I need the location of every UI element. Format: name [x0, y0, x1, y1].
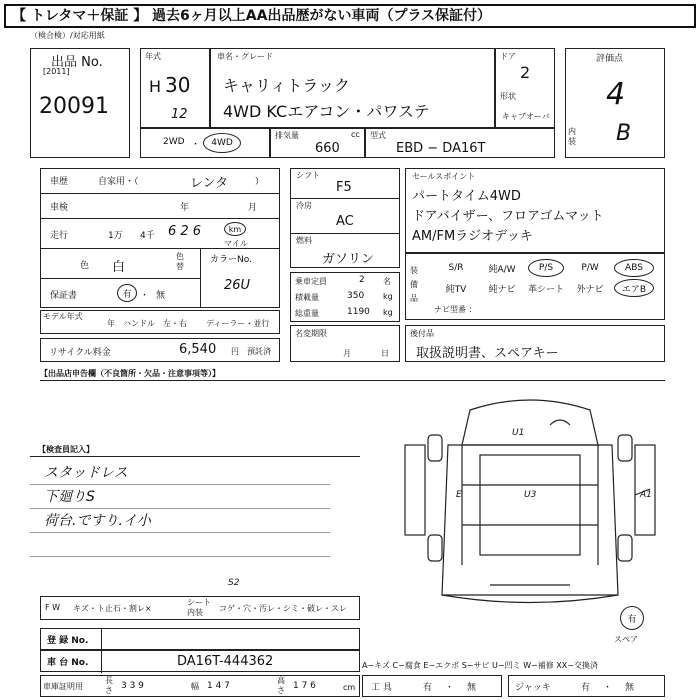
month: 12 [171, 107, 188, 122]
fw-label: F W [45, 603, 61, 612]
header-sub: （検合検）/対応用紙 [30, 31, 105, 40]
score-box [565, 48, 665, 158]
damage-mark-u1: U1 [512, 428, 525, 438]
load-label: 積載量 [295, 293, 319, 302]
warranty-sep: ・ [140, 291, 150, 301]
model-year-label: 年式 [145, 52, 161, 61]
color-value: 白 [112, 260, 126, 275]
addons-value: 取扱説明書、スペアキー [416, 346, 559, 361]
name-change-label: 名変期限 [295, 329, 327, 338]
registration-label: 登 録 No. [47, 636, 89, 646]
lot-number: 20091 [39, 94, 109, 119]
drive-2wd: 2WD [163, 137, 185, 147]
displacement-label: 排気量 [275, 131, 299, 140]
load-value: 350 [347, 291, 365, 301]
score-value: 4 [606, 77, 626, 112]
cert-width-label: 幅 [191, 682, 199, 691]
spare-tire-circle: 有 [620, 606, 644, 630]
equip-abs: ABS [614, 259, 654, 277]
year-tag: [2011] [43, 67, 70, 76]
capacity-value: 2 [359, 275, 365, 285]
equip-tv: 純TV [445, 284, 467, 295]
sales-point-2: ドアバイザー、フロアゴムマット [412, 209, 604, 224]
ac-label: 冷房 [296, 201, 312, 210]
sales-point-1: パートタイム4WD [412, 189, 521, 204]
jack-yes: 有 [581, 683, 591, 693]
fuel-value: ガソリン [322, 252, 375, 267]
tools-label: 工 具 [371, 683, 392, 693]
mileage-sen: 4千 [140, 231, 155, 241]
car-name-label: 車名・グレード [217, 52, 273, 61]
inspector-box [30, 440, 360, 590]
recycle-box [40, 338, 280, 362]
cert-row [40, 675, 360, 697]
damage-mark-u3: U3 [524, 490, 537, 500]
tools-no: 無 [467, 683, 477, 693]
interior-label: 内装 [568, 127, 576, 146]
mileage-value: 6 2 6 [168, 224, 202, 239]
history-text: 自家用・（ [98, 177, 139, 187]
fw-row [40, 596, 360, 620]
model-year-box [140, 48, 210, 128]
spare-label: スペア [614, 635, 638, 644]
model-code-label: 型式 [370, 131, 386, 140]
color-code-label: カラーNo. [210, 255, 252, 265]
fw-text2: コゲ・穴・汚レ・シミ・破レ・スレ [219, 604, 347, 613]
navi-model-label: ナビ型番 ： [434, 305, 477, 314]
car-name: キャリィトラック [223, 76, 351, 95]
jack-no: 無 [625, 683, 635, 693]
model-code-value: EBD − DA16T [396, 141, 486, 156]
model-code-box [365, 128, 555, 158]
cert-length-label: 長さ [105, 676, 113, 695]
cert-height: 1 7 6 [293, 681, 316, 691]
mileage-unit: km [224, 222, 246, 236]
equip-sr: S/R [448, 263, 464, 273]
interior-value: B [616, 121, 632, 146]
drive-dot: ・ [191, 140, 201, 150]
displacement-box [270, 128, 365, 158]
shape-label: 形状 [500, 92, 516, 101]
warranty-label: 保証書 [50, 291, 78, 301]
chassis-value: DA16T-444362 [177, 654, 274, 669]
tools-row [362, 675, 502, 697]
mileage-mile: マイル [224, 239, 248, 248]
displacement-value: 660 [315, 141, 340, 156]
jack-label: ジャッキ [515, 683, 551, 693]
color-label: 色 [80, 261, 90, 271]
equip-ext-navi: 外ナビ [576, 284, 604, 295]
shift-label: シフト [296, 171, 320, 180]
name-change-box [290, 325, 400, 362]
inspection-month: 月 [248, 203, 258, 213]
cert-unit: cm [343, 683, 356, 692]
jack-row [508, 675, 665, 697]
damage-mark-e: E [456, 490, 462, 500]
recycle-unit: 円 [231, 347, 239, 356]
history-close: ） [255, 177, 265, 187]
recycle-note: 預託済 [247, 347, 271, 356]
capacity-label: 乗車定員 [295, 277, 327, 286]
damage-legend: A−キズ C−腐食 E−エクボ S−サビ U−凹ミ W−補修 XX−交換済 [362, 661, 598, 670]
load-unit: kg [383, 292, 393, 301]
history-value: レンタ [190, 176, 229, 191]
drive-box [140, 128, 270, 158]
cert-label: 車庫証明用 [43, 682, 83, 691]
equip-pw: P/W [581, 263, 599, 273]
header-banner: 【 トレタマ＋保証 】 過去6ヶ月以上AA出品歴がない車両（プラス保証付） [4, 4, 696, 28]
equip-aw: 純A/W [488, 264, 516, 275]
name-change-month: 月 [343, 349, 351, 358]
mileage-man: 1万 [108, 231, 123, 241]
jack-sep: ・ [603, 683, 613, 693]
cert-width: 1 4 7 [207, 681, 230, 691]
damage-mark-a1: A1 [640, 490, 652, 500]
fw-sheet: シート内装 [187, 598, 211, 617]
recycle-value: 6,540 [179, 342, 217, 357]
ac-value: AC [336, 214, 354, 229]
chassis-row [40, 650, 360, 672]
model-row-handle: ハンドル 左・右 [123, 319, 187, 328]
equip-ps: P/S [528, 259, 564, 277]
inspector-note-2: 下廻りS [44, 489, 95, 505]
lot-number-box [30, 48, 130, 158]
year: 30 [165, 73, 191, 97]
doors-box [495, 48, 555, 128]
warranty-yes: 有 [117, 284, 137, 302]
seller-notes-label: 【出品店申告欄（不良箇所・欠品・注意事項等）】 [40, 369, 220, 378]
gross-unit: kg [383, 308, 393, 317]
cert-length: 3 3 9 [121, 681, 144, 691]
addons-label: 後付品 [410, 329, 434, 338]
fw-text1: キズ・ト止石・割レ× [73, 604, 152, 613]
era: H [149, 77, 162, 96]
car-diagram [400, 385, 660, 615]
shift-value: F5 [336, 180, 352, 195]
model-row [40, 310, 280, 334]
registration-row [40, 628, 360, 650]
equip-leather: 革シート [527, 284, 564, 295]
tools-yes: 有 [423, 683, 433, 693]
color-code: 26U [224, 278, 251, 293]
model-row-label: モデル年式 [43, 312, 83, 321]
inspector-label: 【検査員記入】 [38, 445, 94, 454]
addons-box [405, 325, 665, 362]
chassis-label: 車 台 No. [47, 658, 89, 668]
capacity-box [290, 272, 400, 322]
sales-point-3: AM/FMラジオデッキ [412, 229, 533, 244]
car-name-box [210, 48, 495, 128]
damage-mark-s2: S2 [228, 578, 240, 588]
car-grade: 4WD KCエアコン・パワステ [223, 102, 430, 121]
capacity-unit: 名 [383, 277, 391, 286]
equipment-box [405, 253, 665, 320]
sales-points-label: セールスポイント [412, 172, 476, 181]
lot-label: 出品 No. [51, 55, 103, 70]
name-change-day: 日 [381, 349, 389, 358]
drive-4wd: 4WD [203, 133, 241, 153]
cert-height-label: 高さ [277, 676, 285, 695]
sales-points-box [405, 168, 665, 253]
gross-label: 総重量 [295, 309, 319, 318]
color-swap: 色替 [176, 252, 184, 271]
displacement-unit: cc [351, 130, 360, 139]
equip-navi: 純ナビ [488, 284, 516, 295]
gross-value: 1190 [347, 307, 370, 317]
fuel-label: 燃料 [296, 236, 312, 245]
model-row-dealer: ディーラー・並行 [206, 319, 270, 328]
score-label: 評価点 [596, 54, 624, 64]
tools-sep: ・ [445, 683, 455, 693]
equipment-label: 装備品 [410, 266, 418, 303]
doors-label: ドア [500, 52, 516, 61]
inspector-note-1: スタッドレス [44, 465, 128, 481]
inspector-note-3: 荷台.ですり.イ小 [44, 513, 151, 529]
doors-value: 2 [520, 63, 531, 82]
shape-value: キャブオーバ [502, 112, 550, 121]
mileage-label: 走行 [50, 231, 69, 241]
equip-airbag: エアB [614, 279, 654, 297]
inspection-label: 車検 [50, 203, 69, 213]
warranty-no: 無 [156, 291, 166, 301]
model-row-year: 年 [107, 319, 115, 328]
history-label: 車歴 [50, 177, 69, 187]
inspection-year: 年 [180, 203, 190, 213]
recycle-label: リサイクル料金 [49, 348, 111, 358]
